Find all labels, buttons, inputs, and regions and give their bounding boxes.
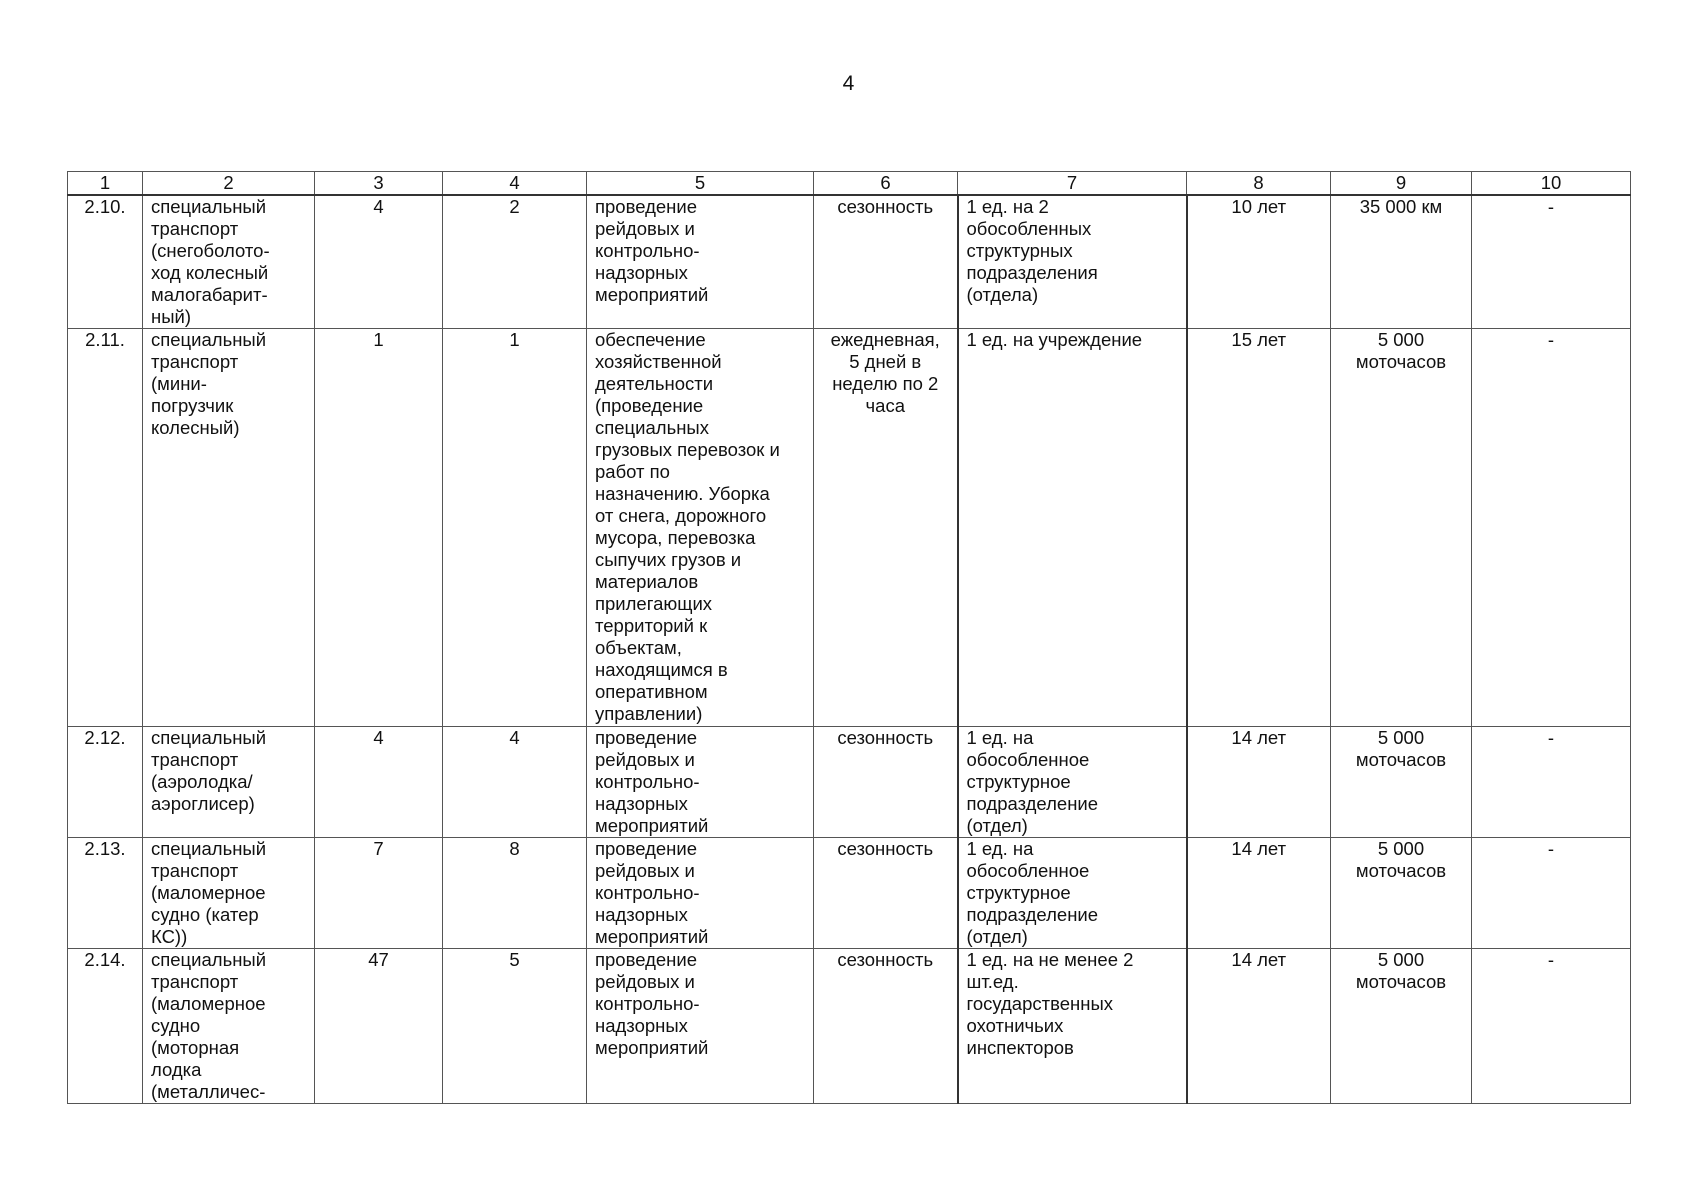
vehicle-name: специальный транспорт (маломерное судно (моторная лодка (металличес- [143, 949, 315, 1104]
table-row [68, 949, 1631, 1104]
table-row [68, 195, 1631, 329]
cell-col10: - [1472, 838, 1631, 949]
cell-col4: 8 [443, 838, 587, 949]
norm-cell: 1 ед. на учреждение [958, 329, 1187, 727]
resource-cell: 5 000 моточасов [1331, 329, 1472, 727]
purpose-cell: проведение рейдовых и контрольно- надзорных мероприятий [587, 838, 814, 949]
cell-col3: 7 [315, 838, 443, 949]
header-cell: 4 [443, 172, 587, 196]
purpose-cell: проведение рейдовых и контрольно- надзорных мероприятий [587, 949, 814, 1104]
header-cell: 2 [143, 172, 315, 196]
vehicle-name: специальный транспорт (мини- погрузчик колесный) [143, 329, 315, 727]
resource-cell: 5 000 моточасов [1331, 838, 1472, 949]
cell-col4: 1 [443, 329, 587, 727]
resource-cell: 5 000 моточасов [1331, 949, 1472, 1104]
purpose-cell: проведение рейдовых и контрольно- надзорных мероприятий [587, 195, 814, 329]
header-cell: 1 [68, 172, 143, 196]
mode-cell: сезонность [814, 838, 958, 949]
header-cell: 8 [1187, 172, 1331, 196]
term-cell: 14 лет [1187, 949, 1331, 1104]
page-number: 4 [842, 72, 855, 95]
vehicle-name: специальный транспорт (аэролодка/ аэроглисер) [143, 727, 315, 838]
data-table [67, 171, 1631, 1104]
cell-col4: 2 [443, 195, 587, 329]
mode-cell: сезонность [814, 949, 958, 1104]
mode-cell: сезонность [814, 195, 958, 329]
term-cell: 10 лет [1187, 195, 1331, 329]
term-cell: 14 лет [1187, 838, 1331, 949]
table-row [68, 838, 1631, 949]
header-cell: 3 [315, 172, 443, 196]
cell-col10: - [1472, 949, 1631, 1104]
row-number: 2.13. [68, 838, 143, 949]
header-cell: 6 [814, 172, 958, 196]
table-row [68, 727, 1631, 838]
cell-col4: 5 [443, 949, 587, 1104]
norm-cell: 1 ед. на обособленное структурное подразделение (отдел) [958, 838, 1187, 949]
cell-col10: - [1472, 329, 1631, 727]
norm-cell: 1 ед. на 2 обособленных структурных подразделения (отдела) [958, 195, 1187, 329]
norm-cell: 1 ед. на обособленное структурное подразделение (отдел) [958, 727, 1187, 838]
cell-col3: 4 [315, 727, 443, 838]
cell-col3: 4 [315, 195, 443, 329]
row-number: 2.11. [68, 329, 143, 727]
resource-cell: 5 000 моточасов [1331, 727, 1472, 838]
norm-cell: 1 ед. на не менее 2 шт.ед. государственных охотничьих инспекторов [958, 949, 1187, 1104]
vehicle-name: специальный транспорт (маломерное судно (катер КС)) [143, 838, 315, 949]
purpose-cell: обеспечение хозяйственной деятельности (проведение специальных грузовых перевозок и работ по назначению. Уборка от снега, дорожного мусора, перевозка сыпучих грузов и материалов прилегающих территорий к объектам, находящимся в оперативном управлении) [587, 329, 814, 727]
header-cell: 5 [587, 172, 814, 196]
mode-cell: ежедневная, 5 дней в неделю по 2 часа [814, 329, 958, 727]
table-row [68, 329, 1631, 727]
cell-col3: 1 [315, 329, 443, 727]
header-cell: 9 [1331, 172, 1472, 196]
resource-cell: 35 000 км [1331, 195, 1472, 329]
row-number: 2.12. [68, 727, 143, 838]
row-number: 2.10. [68, 195, 143, 329]
term-cell: 14 лет [1187, 727, 1331, 838]
vehicle-name: специальный транспорт (снегоболото- ход колесный малогабарит- ный) [143, 195, 315, 329]
cell-col10: - [1472, 727, 1631, 838]
cell-col3: 47 [315, 949, 443, 1104]
header-cell: 7 [958, 172, 1187, 196]
header-cell: 10 [1472, 172, 1631, 196]
cell-col10: - [1472, 195, 1631, 329]
purpose-cell: проведение рейдовых и контрольно- надзорных мероприятий [587, 727, 814, 838]
mode-cell: сезонность [814, 727, 958, 838]
row-number: 2.14. [68, 949, 143, 1104]
term-cell: 15 лет [1187, 329, 1331, 727]
table-header-row [68, 172, 1631, 196]
cell-col4: 4 [443, 727, 587, 838]
